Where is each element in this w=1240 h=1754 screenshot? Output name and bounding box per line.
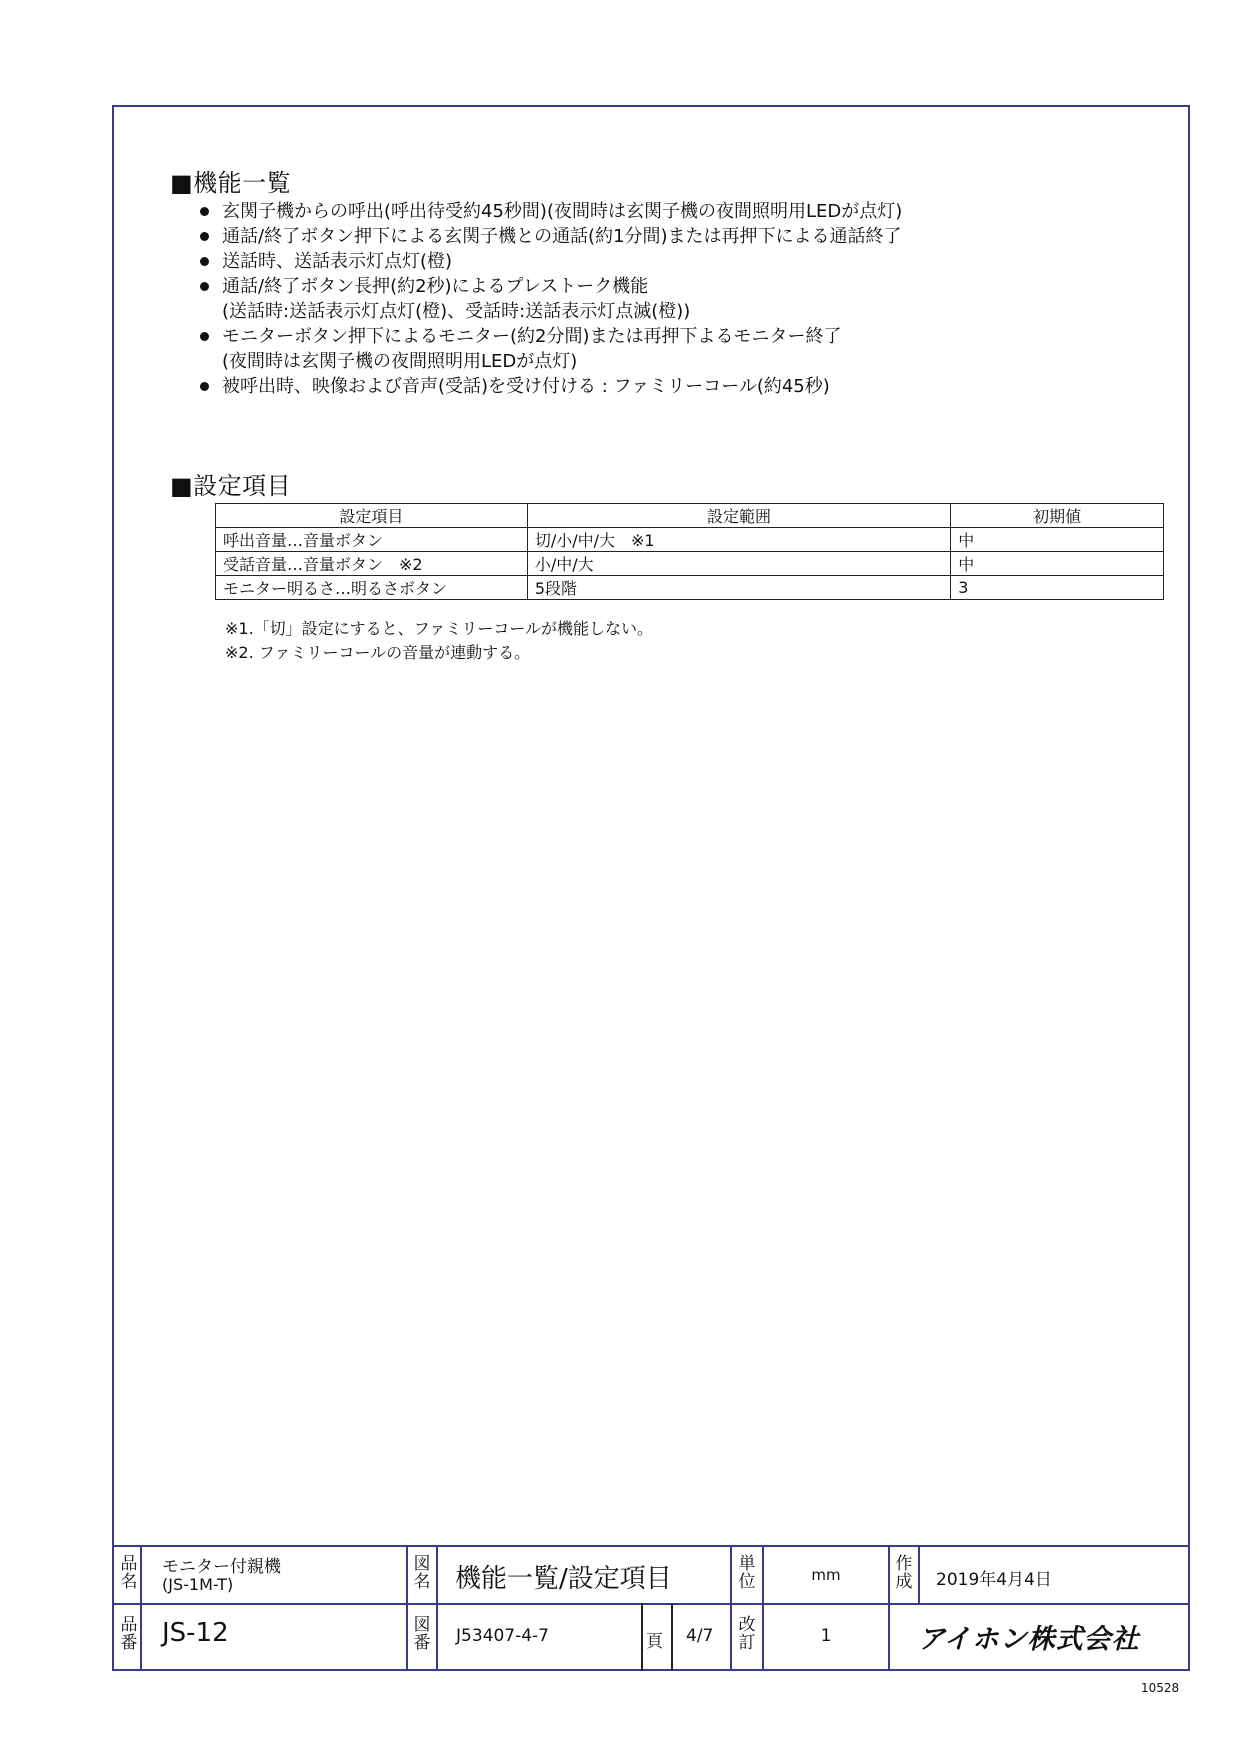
table-row (216, 552, 1164, 576)
list-item-continuation: (送話時:送話表示灯点灯(橙)、受話時:送話表示灯点滅(橙)) (222, 301, 691, 322)
table-row (216, 576, 1164, 600)
product-name-label: 品 名 (120, 1554, 138, 1592)
table-cell: 小/中/大 (527, 552, 950, 576)
list-item: 玄関子機からの呼出(呼出待受約45秒間)(夜間時は玄関子機の夜間照明用LEDが点灯) (198, 199, 902, 224)
drawing-number: J53407-4-7 (456, 1626, 549, 1646)
features-heading: ■機能一覧 (170, 169, 292, 197)
table-cell: 3 (951, 576, 1164, 600)
list-item-continuation: (夜間時は玄関子機の夜間照明用LEDが点灯) (222, 351, 578, 372)
table-cell: 中 (951, 552, 1164, 576)
table-cell: モニター明るさ…明るさボタン (216, 576, 528, 600)
bullet-icon (200, 207, 209, 216)
created-date: 2019年4月4日 (936, 1570, 1052, 1590)
unit-value: mm (811, 1566, 841, 1584)
note: ※2. ファミリーコールの音量が連動する。 (225, 643, 531, 662)
revision-number: 1 (820, 1626, 832, 1646)
list-item: 送話時、送話表示灯点灯(橙) (198, 249, 902, 274)
page-number: 4/7 (686, 1626, 714, 1646)
list-item: モニターボタン押下によるモニター(約2分間)または再押下よるモニター終了 (夜間時は玄関子機の夜間照明用LEDが点灯) (198, 324, 902, 374)
table-cell: 中 (951, 528, 1164, 552)
created-label: 作 成 (895, 1554, 913, 1592)
bullet-icon (200, 232, 209, 241)
drawing-number-label: 図 番 (413, 1615, 431, 1653)
column-header: 設定範囲 (527, 504, 950, 528)
product-name-sub: (JS-1M-T) (162, 1575, 234, 1594)
product-name: モニター付親機 (162, 1557, 281, 1577)
drawing-name-label: 図 名 (413, 1554, 431, 1592)
table-cell: 呼出音量…音量ボタン (216, 528, 528, 552)
unit-label: 単 位 (738, 1554, 756, 1592)
column-header: 設定項目 (216, 504, 528, 528)
bullet-icon (200, 282, 209, 291)
drawing-name: 機能一覧/設定項目 (455, 1564, 672, 1594)
list-item: 通話/終了ボタン長押(約2秒)によるプレストーク機能 (送話時:送話表示灯点灯(橙)、受話時:送話表示灯点滅(橙)) (198, 274, 902, 324)
bullet-icon (200, 332, 209, 341)
column-header: 初期値 (951, 504, 1164, 528)
features-list (198, 199, 902, 399)
product-number-label: 品 番 (120, 1615, 138, 1653)
list-item: 通話/終了ボタン押下による玄関子機との通話(約1分間)または再押下による通話終了 (198, 224, 902, 249)
settings-notes (225, 617, 653, 665)
settings-heading: ■設定項目 (170, 472, 292, 500)
bullet-icon (200, 257, 209, 266)
page-label: 頁 (646, 1632, 663, 1652)
list-item: 被呼出時、映像および音声(受話)を受け付ける : ファミリーコール(約45秒) (198, 374, 902, 399)
company-logo: アイホン株式会社 (918, 1624, 1140, 1655)
table-cell: 5段階 (527, 576, 950, 600)
settings-table (215, 503, 1164, 600)
revision-label: 改 訂 (738, 1615, 756, 1653)
table-cell: 受話音量…音量ボタン ※2 (216, 552, 528, 576)
note: ※1.「切」設定にすると、ファミリーコールが機能しない。 (225, 619, 654, 638)
footer-code: 10528 (1141, 1681, 1180, 1695)
table-header-row (216, 504, 1164, 528)
bullet-icon (200, 382, 209, 391)
table-cell: 切/小/中/大 ※1 (527, 528, 950, 552)
table-row (216, 528, 1164, 552)
product-number: JS-12 (162, 1618, 229, 1648)
